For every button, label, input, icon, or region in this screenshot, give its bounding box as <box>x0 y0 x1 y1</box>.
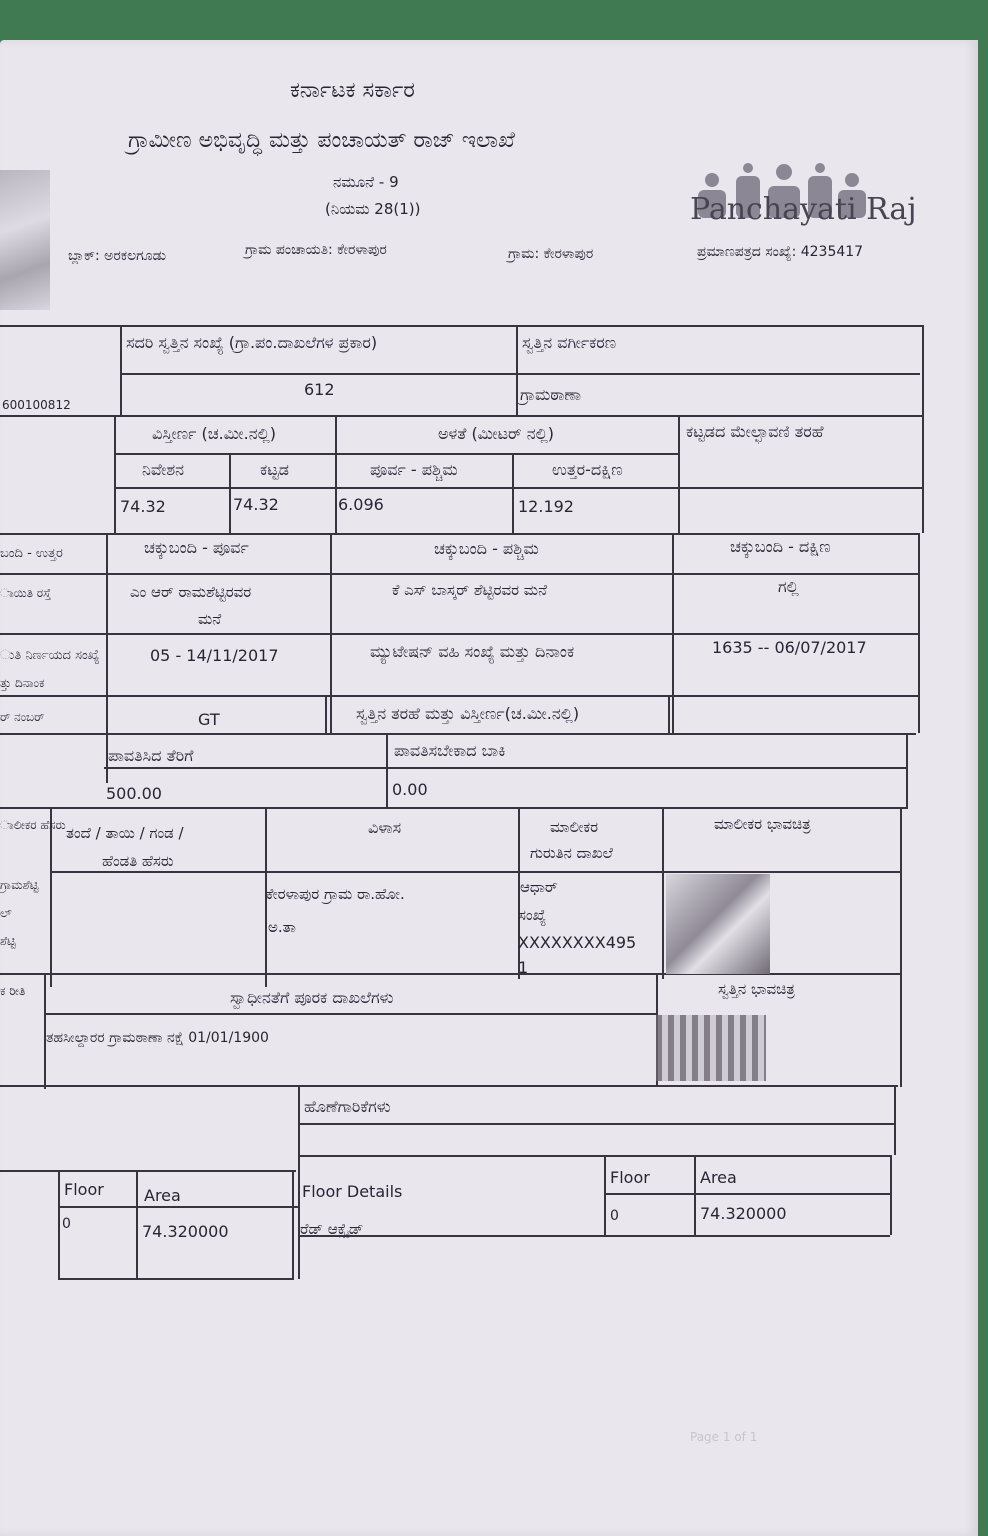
documents-left-label: ಕ ರೀತಿ <box>0 984 26 998</box>
block-label: ಬ್ಲಾಕ್: ಅರಕಲಗೂಡು <box>68 248 167 264</box>
rule-line <box>906 733 908 809</box>
resolution-label-2: ತ್ತು ದಿನಾಂಕ <box>0 676 45 690</box>
resolution-value: 05 - 14/11/2017 <box>150 646 279 665</box>
owner-id-number-label: ಸಂಖ್ಯೆ <box>518 906 547 924</box>
left-floor-label: Floor <box>64 1180 104 1199</box>
rule-line <box>114 415 116 533</box>
right-floor-label: Floor <box>610 1168 650 1187</box>
rule-line <box>0 1170 296 1172</box>
gram-panchayat-label: ಗ್ರಾಮ ಪಂಚಾಯತಿ: ಕೇರಳಾಪುರ <box>245 242 387 258</box>
rule-line <box>0 1085 898 1087</box>
property-class-value: ಗ್ರಾಮಠಾಣಾ <box>520 385 581 404</box>
rule-line <box>136 1170 138 1280</box>
roof-type-label: ಕಟ್ಟಡದ ಮೇಲ್ಛಾವಣಿ ತರಹೆ <box>686 422 824 441</box>
rule-line <box>604 1155 606 1235</box>
south-boundary-label: ಚಕ್ಕುಬಂದಿ - ದಕ್ಷಿಣ <box>730 537 831 556</box>
east-west-value: 6.096 <box>338 495 384 514</box>
building-label: ಕಟ್ಟಡ <box>260 460 289 479</box>
owner-left-3: ಶೆಟ್ಟಿ <box>0 934 16 948</box>
govt-title: ಕರ್ನಾಟಕ ಸರ್ಕಾರ <box>290 78 415 103</box>
stamp-mark <box>0 170 50 310</box>
rule-line <box>298 1155 892 1157</box>
rule-line <box>662 807 664 979</box>
rule-line <box>894 1085 896 1155</box>
relation-label-1: ತಂದೆ / ತಾಯಿ / ಗಂಡ / <box>66 824 184 842</box>
rule-line <box>0 695 918 697</box>
north-south-value: 12.192 <box>518 497 574 516</box>
department-title: ಗ್ರಾಮೀಣ ಅಭಿವೃದ್ಧಿ ಮತ್ತು ಪಂಚಾಯತ್ ರಾಜ್ ಇಲಾಖೆ <box>128 128 515 153</box>
measure-label: ಅಳತೆ (ಮೀಟರ್ ನಲ್ಲಿ) <box>438 424 555 443</box>
rule-line <box>0 325 924 327</box>
tax-paid-label: ಪಾವತಿಸಿದ ತೆರಿಗೆ <box>108 746 194 765</box>
owner-photo-label: ಮಾಲೀಕರ ಭಾವಚಿತ್ರ <box>714 815 811 833</box>
type-left-label: ರ್ ನಂಬರ್ <box>0 710 45 724</box>
north-south-label: ಉತ್ತರ-ದಕ್ಷಿಣ <box>552 460 623 479</box>
right-area-label: Area <box>700 1168 737 1187</box>
tax-due-value: 0.00 <box>392 780 428 799</box>
rule-line <box>229 453 231 533</box>
building-value: 74.32 <box>233 495 279 514</box>
type-area-label: ಸ್ವತ್ತಿನ ತರಹೆ ಮತ್ತು ವಿಸ್ತೀರ್ಣ(ಚ.ಮೀ.ನಲ್ಲಿ) <box>356 704 580 723</box>
rule-line <box>900 807 902 1087</box>
owner-left-2: ಲ್ <box>0 906 12 920</box>
right-floor-value: 0 <box>610 1208 619 1224</box>
form-number: ನಮೂನೆ - 9 <box>333 173 399 191</box>
rule-line <box>114 487 922 489</box>
rule-line <box>335 415 337 533</box>
rule-line <box>890 1155 892 1235</box>
relation-label-2: ಹೆಂಡತಿ ಹೆಸರು <box>102 852 174 870</box>
property-number-label: ಸದರಿ ಸ್ವತ್ತಿನ ಸಂಖ್ಯೆ (ಗ್ರಾ.ಪಂ.ದಾಖಲೆಗಳ ಪ್ರಕಾರ) <box>126 333 378 352</box>
rule-line <box>50 871 900 873</box>
rule-line <box>120 373 920 375</box>
right-area-value: 74.320000 <box>700 1204 787 1223</box>
property-photo-label: ಸ್ವತ್ತಿನ ಭಾವಚಿತ್ರ <box>718 980 795 998</box>
documents-label: ಸ್ವಾಧೀನತೆಗೆ ಪೂರಕ ದಾಖಲೆಗಳು <box>230 988 394 1007</box>
floor-details-label: Floor Details <box>302 1182 403 1201</box>
mutation-label: ಮ್ಯುಟೇಷನ್ ವಹಿ ಸಂಖ್ಯೆ ಮತ್ತು ದಿನಾಂಕ <box>370 642 575 661</box>
east-boundary-label: ಚಕ್ಕುಬಂದಿ - ಪೂರ್ವ <box>144 538 249 557</box>
owner-id-label-1: ಮಾಲೀಕರ <box>550 818 599 836</box>
page-number: Page 1 of 1 <box>690 1430 758 1444</box>
rule-line <box>298 1085 300 1279</box>
rule-line <box>50 807 52 987</box>
address-label: ವಿಳಾಸ <box>368 818 402 837</box>
rule-line <box>0 733 916 735</box>
rule-line <box>678 415 680 533</box>
owner-address-2: ಅ.ತಾ <box>268 918 296 936</box>
rule-line <box>386 733 388 809</box>
rule-line <box>120 325 122 415</box>
rule-line <box>0 533 920 535</box>
liabilities-label: ಹೊಣೆಗಾರಿಕೆಗಳು <box>304 1097 391 1116</box>
rule-line <box>58 1206 298 1208</box>
rule-line <box>325 695 327 735</box>
rule-line <box>512 453 514 533</box>
village-label: ಗ್ರಾಮ: ಕೇರಳಾಪುರ <box>508 246 594 262</box>
owner-address-1: ಕೇರಳಾಪುರ ಗ್ರಾಮ ರಾ.ಹೋ. <box>266 885 405 903</box>
left-floor-value: 0 <box>62 1216 71 1232</box>
south-boundary-value: ಗಲ್ಲಿ <box>778 577 799 596</box>
owner-photo <box>666 874 770 974</box>
floor-details-value: ರೆಡ್ ಆಕ್ಸೈಡ್ <box>300 1220 364 1238</box>
tax-due-label: ಪಾವತಿಸಬೇಕಾದ ಬಾಕಿ <box>394 741 506 760</box>
property-number-value: 612 <box>304 380 335 399</box>
rule-line <box>0 633 918 635</box>
tax-paid-value: 500.00 <box>106 784 162 803</box>
property-class-label: ಸ್ವತ್ತಿನ ವರ್ಗೀಕರಣ <box>522 333 617 352</box>
rule-line <box>298 1123 894 1125</box>
rule-line <box>292 1170 294 1280</box>
rule-line <box>114 453 678 455</box>
rule-line <box>0 415 922 417</box>
rule-line <box>922 325 924 533</box>
rule-line <box>604 1193 890 1195</box>
rule-line <box>58 1278 294 1280</box>
east-west-label: ಪೂರ್ವ - ಪಶ್ಚಿಮ <box>370 460 458 479</box>
rule-line <box>668 695 670 735</box>
owner-name-label: ಾಲೀಕರ ಹೆಸರು <box>0 818 66 832</box>
north-boundary-label: ಬಂದಿ - ಉತ್ತರ <box>0 546 63 561</box>
rule-line <box>0 807 906 809</box>
documents-value: ತಹಸೀಲ್ದಾರರ ಗ್ರಾಮಠಾಣಾ ನಕ್ಷೆ 01/01/1900 <box>46 1030 269 1046</box>
left-area-value: 74.320000 <box>142 1222 229 1241</box>
rule-line <box>0 573 918 575</box>
owner-id-label-2: ಗುರುತಿನ ದಾಖಲೆ <box>530 844 613 862</box>
east-boundary-value-2: ಮನೆ <box>198 610 222 628</box>
owner-id-type: ಆಧಾರ್ <box>520 878 558 896</box>
site-value: 74.32 <box>120 497 166 516</box>
north-boundary-value: ಾಯಿತಿ ರಸ್ತೆ <box>0 586 52 600</box>
site-label: ನಿವೇಶನ <box>142 460 185 479</box>
owner-id-number-end: 1 <box>518 958 529 977</box>
rule-line <box>44 1013 656 1015</box>
left-area-label: Area <box>144 1186 181 1205</box>
west-boundary-label: ಚಕ್ಕುಬಂದಿ - ಪಶ್ಚಿಮ <box>434 539 539 558</box>
resolution-label-1: ುತಿ ನಿರ್ಣಯದ ಸಂಖ್ಯೆ <box>0 648 100 663</box>
property-id-fragment: 600100812 <box>2 398 71 412</box>
rule-line <box>918 533 920 733</box>
logo-text: Panchayati Raj <box>690 192 917 227</box>
rule-line <box>104 767 908 769</box>
east-boundary-value-1: ಎಂ ಆರ್ ರಾಮಶೆಟ್ಟಿರವರ <box>130 583 252 601</box>
owner-left-1: ಗ್ರಾಮಶೆಟ್ಟಿ <box>0 878 39 892</box>
owner-id-number: XXXXXXXX495 <box>518 933 637 952</box>
rule-number: (ನಿಯಮ 28(1)) <box>325 200 421 218</box>
type-value: GT <box>198 710 220 729</box>
rule-line <box>516 325 518 415</box>
mutation-value: 1635 -- 06/07/2017 <box>712 638 867 657</box>
certificate-page <box>0 40 978 1536</box>
certificate-number: ಪ್ರಮಾಣಪತ್ರದ ಸಂಖ್ಯೆ: 4235417 <box>697 244 864 260</box>
property-photo <box>656 1015 766 1081</box>
rule-line <box>58 1170 60 1280</box>
rule-line <box>694 1155 696 1235</box>
west-boundary-value: ಕೆ ಎಸ್ ಬಾಸ್ಕರ್ ಶೆಟ್ಟಿರವರ ಮನೆ <box>392 581 548 599</box>
area-label: ವಿಸ್ತೀರ್ಣ (ಚ.ಮೀ.ನಲ್ಲಿ) <box>152 424 276 443</box>
rule-line <box>298 1235 890 1237</box>
